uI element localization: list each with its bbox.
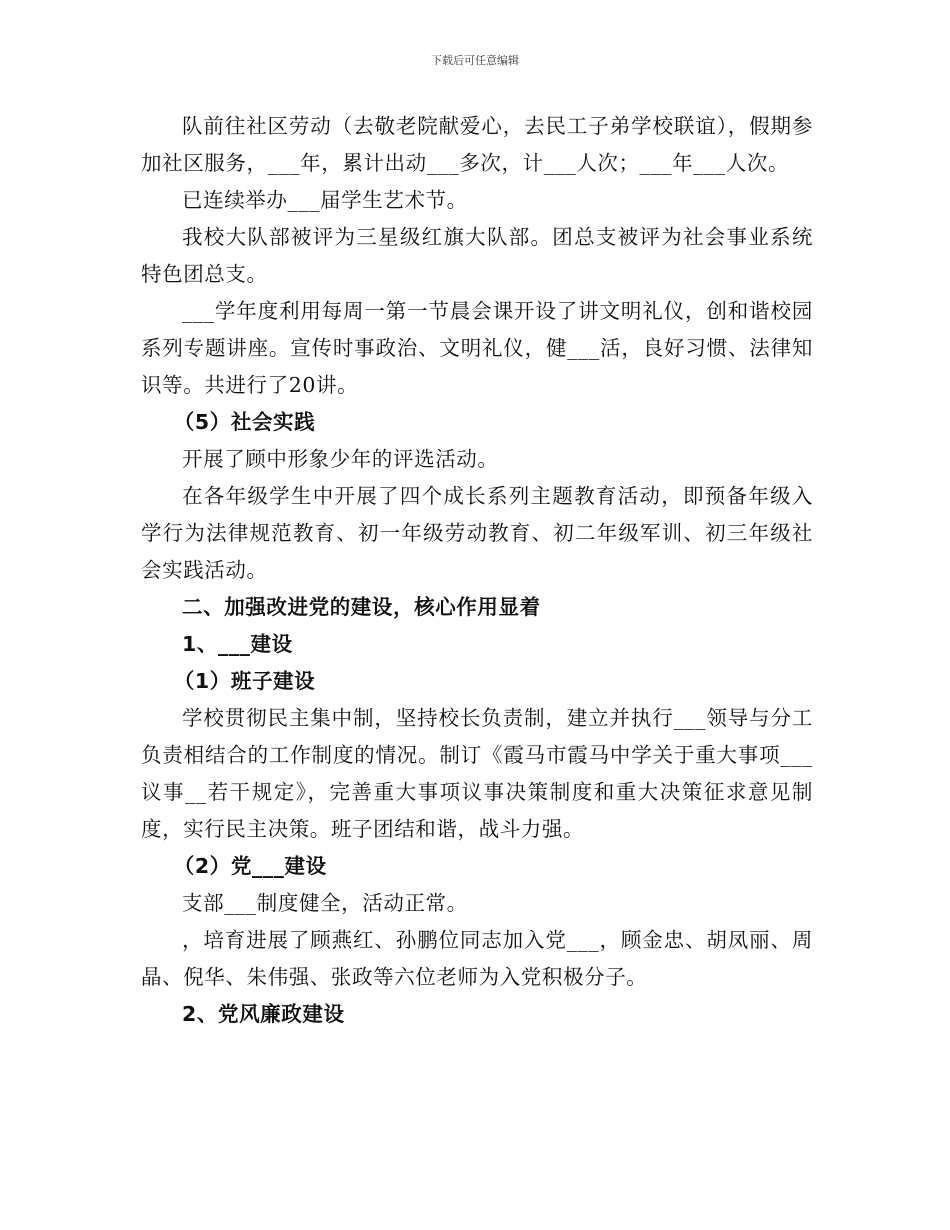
heading-party-building: 二、加强改进党的建设，核心作用显着 [182,595,541,619]
paragraph-community-service: 队前往社区劳动（去敬老院献爱心，去民工子弟学校联谊），假期参加社区服务，___年，累计出动___多次，计___人次；___年___人次。 [141,114,813,175]
paragraph-lectures: ___学年度利用每周一第一节晨会课开设了讲文明礼仪，创和谐校园系列专题讲座。宣传时事政治、文明礼仪，健___活，良好习惯、法律知识等。共进行了20讲。 [141,299,813,397]
paragraph-model-youth: 开展了顾中形象少年的评选活动。 [182,447,499,471]
paragraph-honors: 我校大队部被评为三星级红旗大队部。团总支被评为社会事业系统特色团总支。 [141,225,813,286]
paragraph-branch-system: 支部___制度健全，活动正常。 [182,891,468,915]
document-body [141,108,813,1033]
paragraph-growth-series: 在各年级学生中开展了四个成长系列主题教育活动，即预备年级入学行为法律规范教育、初一年级劳动教育、初二年级军训、初三年级社会实践活动。 [141,484,813,582]
heading-social-practice: （5）社会实践 [173,410,316,434]
paragraph-party-members: ，培育进展了顾燕红、孙鹏位同志加入党___，顾金忠、胡凤丽、周晶、倪华、朱伟强、张政等六位老师为入党积极分子。 [141,928,813,989]
page-header-note: 下载后可任意编辑 [431,54,519,67]
paragraph-art-festival: 已连续举办___届学生艺术节。 [182,188,468,212]
heading-party-branch: （2）党___建设 [173,854,327,878]
paragraph-democratic-centralism: 学校贯彻民主集中制，坚持校长负责制，建立并执行___领导与分工负责相结合的工作制度的情况。制订《霞马市霞马中学关于重大事项___议事__若干规定》，完善重大事项议事决策制度和重大决策征求意见制度，实行民主决策。班子团结和谐，战斗力强。 [141,706,813,841]
heading-section-1: 1、___建设 [182,632,293,656]
heading-leadership-team: （1）班子建设 [173,669,316,693]
heading-integrity: 2、党风廉政建设 [182,1002,345,1026]
